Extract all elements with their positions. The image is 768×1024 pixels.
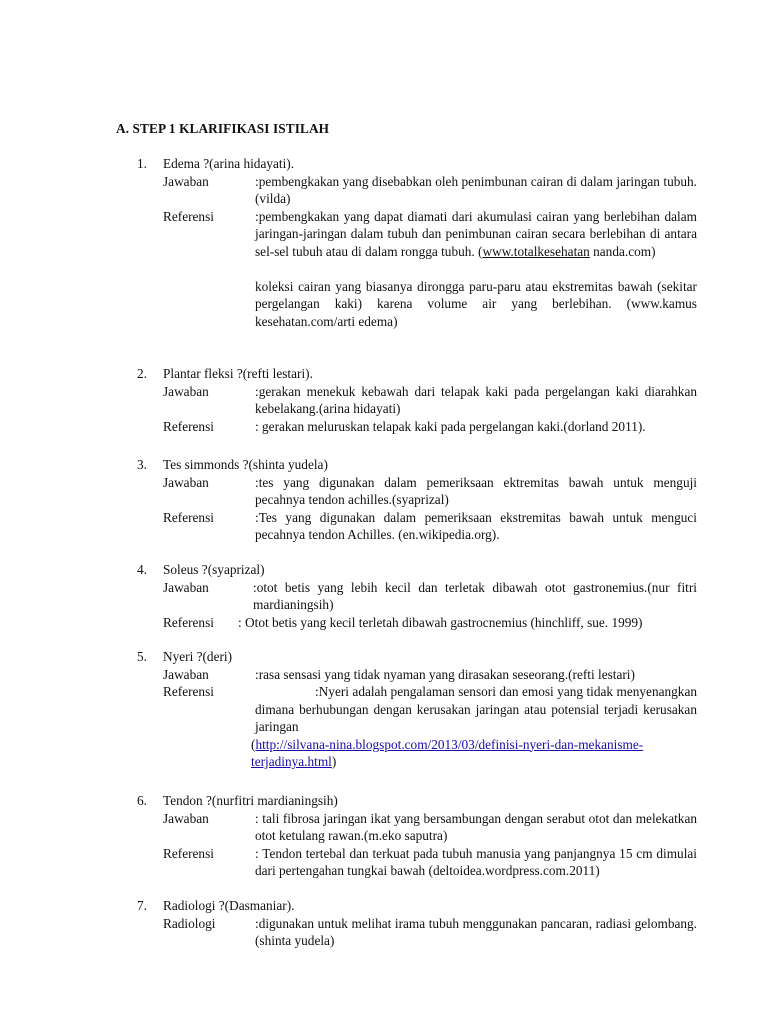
reference-text: :Nyeri adalah pengalaman sensori dan emosi yang tidak menyenangkan dimana berhubungan dengan kerusakan jaringan atau potensial terjadi kerusakan jaringan bbox=[255, 684, 697, 734]
answer-label: Jawaban bbox=[163, 383, 209, 399]
reference-label: Referensi bbox=[163, 208, 214, 224]
list-item-tendon bbox=[137, 792, 697, 880]
reference-label: Referensi bbox=[163, 614, 214, 630]
item-heading: Soleus ?(syaprizal) bbox=[163, 562, 265, 577]
reference-text: : Otot betis yang kecil terletah dibawah gastrocnemius (hinchliff, sue. 1999) bbox=[238, 614, 643, 630]
item-heading: Tes simmonds ?(shinta yudela) bbox=[163, 457, 328, 472]
reference-text: :Tes yang digunakan dalam pemeriksaan ekstremitas bawah untuk menguci pecahnya tendon Achilles. (en.wikipedia.org). bbox=[255, 509, 697, 542]
reference-label: Referensi bbox=[163, 509, 214, 525]
answer-text: :gerakan menekuk kebawah dari telapak kaki pada pergelangan kaki diarahkan kebelakang.(arina hidayati) bbox=[255, 383, 697, 416]
list-item-tes-simmonds bbox=[137, 456, 697, 544]
answer-label: Jawaban bbox=[163, 810, 209, 826]
reference-body: :pembengkakan yang dapat diamati dari akumulasi cairan yang berlebihan dalam jaringan-jaringan dalam tubuh dan penimbunan cairan secara berlebihan di antara sel-sel tubuh atau di dalam rongga tubuh. bbox=[255, 208, 697, 259]
reference-label: Referensi bbox=[163, 684, 214, 699]
item-heading: Tendon ?(nurfitri mardianingsih) bbox=[163, 793, 338, 808]
list-item-plantar-fleksi bbox=[137, 365, 697, 435]
reference-text bbox=[255, 208, 697, 261]
item-number: 7. bbox=[137, 898, 147, 913]
answer-text: :tes yang digunakan dalam pemeriksaan ektremitas bawah untuk menguji pecahnya tendon achilles.(syaprizal) bbox=[255, 474, 697, 507]
answer-text: :pembengkakan yang disebabkan oleh penimbunan cairan di dalam jaringan tubuh.(vilda) bbox=[255, 173, 697, 206]
item-number: 1. bbox=[137, 156, 147, 171]
answer-text: : tali fibrosa jaringan ikat yang bersambungan dengan serabut otot dan melekatkan otot ketulang rawan.(m.eko saputra) bbox=[255, 810, 697, 843]
list-item-edema bbox=[137, 155, 697, 330]
list-item-nyeri bbox=[137, 648, 697, 771]
item-number: 4. bbox=[137, 562, 147, 577]
reference-label: Referensi bbox=[163, 845, 214, 861]
item-heading: Plantar fleksi ?(refti lestari). bbox=[163, 366, 313, 381]
reference-text: : gerakan meluruskan telapak kaki pada pergelangan kaki.(dorland 2011). bbox=[255, 418, 646, 434]
item-number: 2. bbox=[137, 366, 147, 381]
answer-label: Radiologi bbox=[163, 915, 216, 931]
answer-text: :otot betis yang lebih kecil dan terletak dibawah otot gastronemius.(nur fitri mardianingsih) bbox=[253, 579, 697, 612]
list-item-radiologi bbox=[137, 897, 697, 950]
section-title: A. STEP 1 KLARIFIKASI ISTILAH bbox=[116, 121, 330, 136]
reference-source: (www.totalkesehatan nanda.com) bbox=[478, 243, 656, 259]
reference-link[interactable]: http://silvana-nina.blogspot.com/2013/03/definisi-nyeri-dan-mekanisme-terjadinya.html bbox=[251, 736, 644, 769]
list-item-soleus bbox=[137, 561, 697, 631]
reference-label: Referensi bbox=[163, 418, 214, 434]
item-heading: Radiologi ?(Dasmaniar). bbox=[163, 898, 295, 913]
answer-text: :digunakan untuk melihat irama tubuh menggunakan pancaran, radiasi gelombang.(shinta yudela) bbox=[255, 915, 697, 948]
item-number: 3. bbox=[137, 457, 147, 472]
answer-label: Jawaban bbox=[163, 666, 209, 682]
reference-link-line: (http://silvana-nina.blogspot.com/2013/03/definisi-nyeri-dan-mekanisme-terjadinya.html) bbox=[251, 736, 644, 769]
item-number: 6. bbox=[137, 793, 147, 808]
answer-label: Jawaban bbox=[163, 579, 209, 595]
answer-text: :rasa sensasi yang tidak nyaman yang dirasakan seseorang.(refti lestari) bbox=[255, 666, 635, 682]
reference-text-2: koleksi cairan yang biasanya dirongga paru-paru atau ekstremitas bawah (sekitar pergelangan kaki) karena volume air yang berlebihan. (www.kamus kesehatan.com/arti edema) bbox=[255, 278, 697, 329]
item-heading: Nyeri ?(deri) bbox=[163, 649, 233, 664]
reference-source-link[interactable]: www.totalkesehatan bbox=[482, 243, 590, 259]
reference-text: : Tendon tertebal dan terkuat pada tubuh manusia yang panjangnya 15 cm dimulai dari pertengahan tungkai bawah (deltoidea.wordpress.com.2011) bbox=[255, 845, 697, 878]
answer-label: Jawaban bbox=[163, 173, 209, 189]
item-number: 5. bbox=[137, 649, 147, 664]
answer-label: Jawaban bbox=[163, 474, 209, 490]
item-heading: Edema ?(arina hidayati). bbox=[163, 156, 295, 171]
